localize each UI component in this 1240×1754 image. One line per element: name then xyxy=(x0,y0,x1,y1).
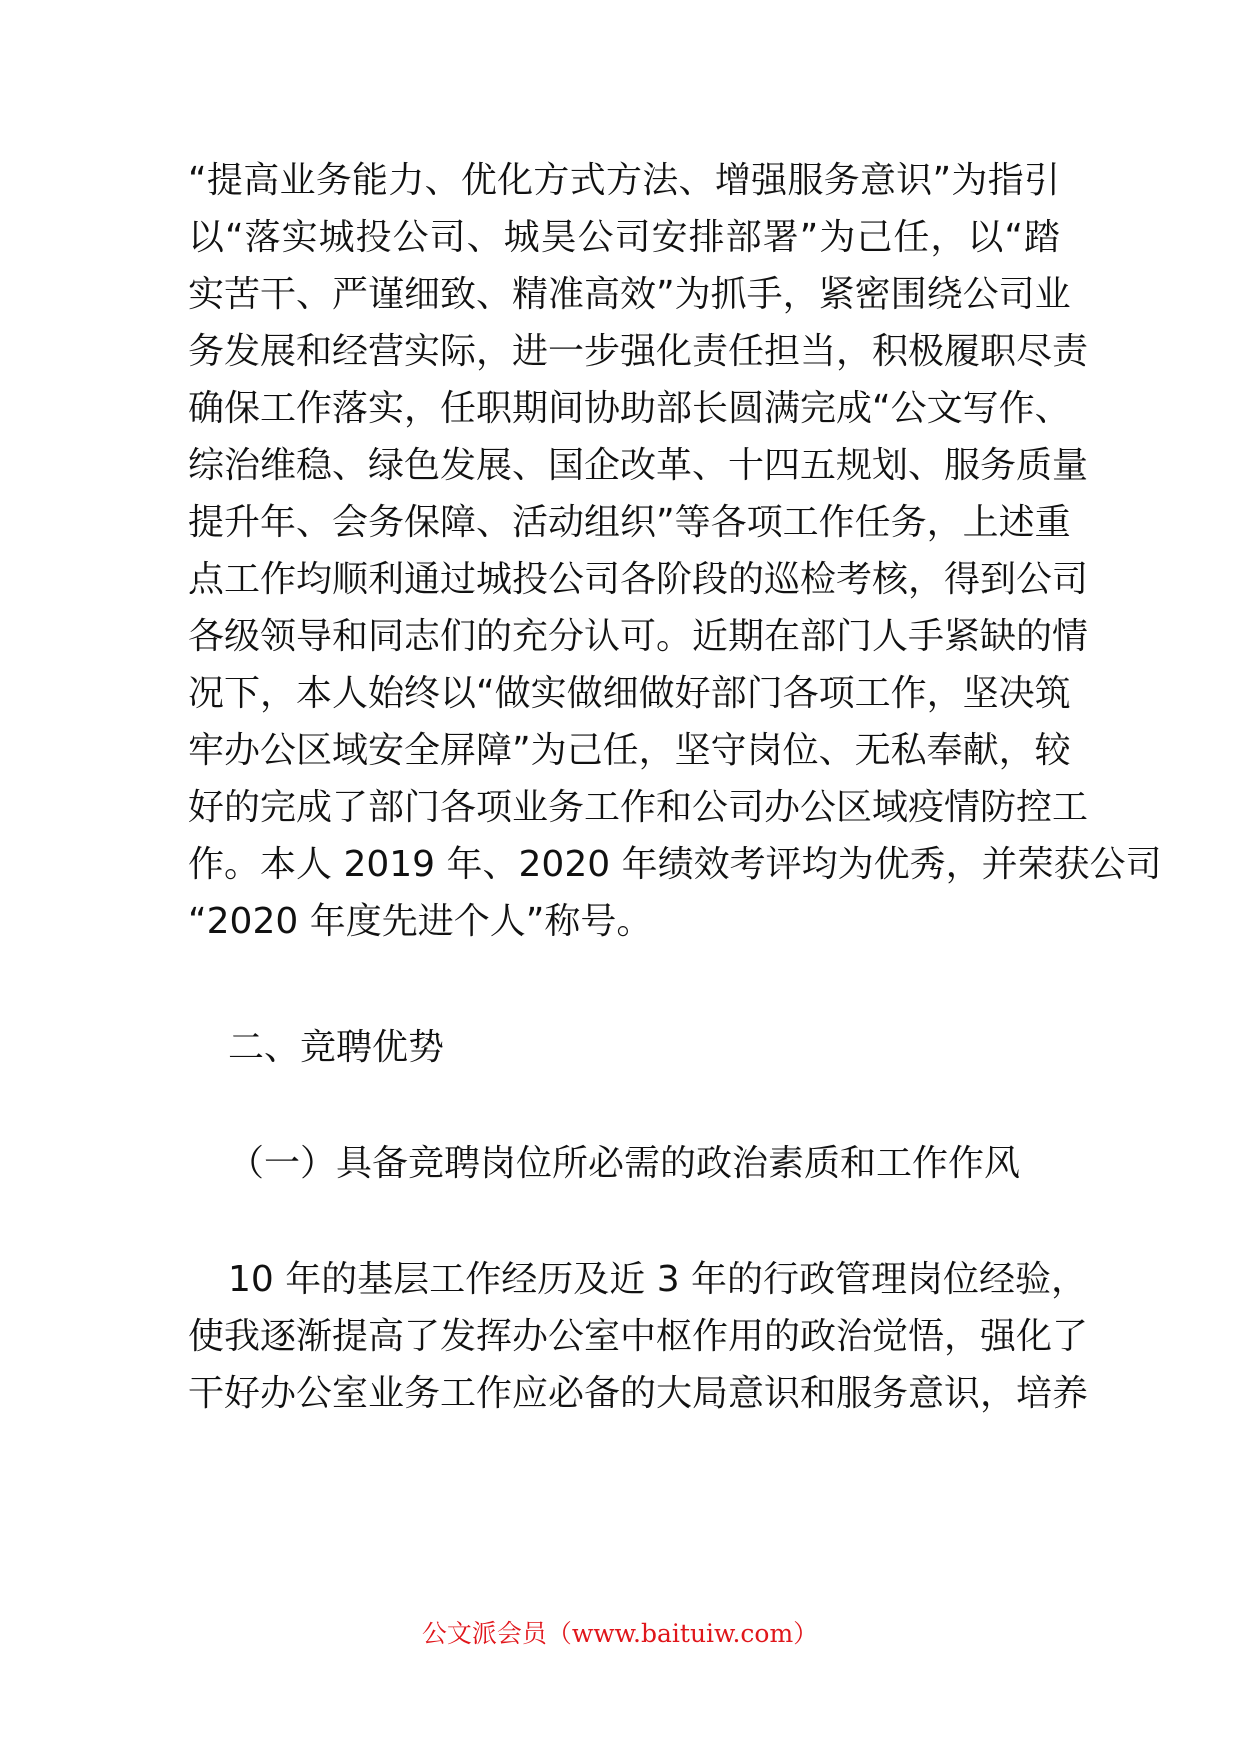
paragraph-1-line: 务发展和经营实际，进一步强化责任担当，积极履职尽责 xyxy=(188,331,1089,372)
paragraph-1-line: 点工作均顺利通过城投公司各阶段的巡检考核，得到公司 xyxy=(188,559,1089,600)
footer-watermark: 公文派会员（www.baituiw.com） xyxy=(421,1619,819,1648)
paragraph-1-line: 以“落实城投公司、城昊公司安排部署”为己任，以“踏 xyxy=(188,217,1060,258)
paragraph-1-line: 提升年、会务保障、活动组织”等各项工作任务，上述重 xyxy=(188,502,1071,543)
paragraph-1-line: 各级领导和同志们的充分认可。近期在部门人手紧缺的情 xyxy=(188,616,1089,657)
paragraph-1-line: 确保工作落实，任职期间协助部长圆满完成“公文写作、 xyxy=(188,388,1071,429)
subsection-heading: （一）具备竞聘岗位所必需的政治素质和工作作风 xyxy=(228,1143,1021,1184)
paragraph-1-line: 况下，本人始终以“做实做细做好部门各项工作，坚决筑 xyxy=(188,673,1071,714)
paragraph-1-line: 好的完成了部门各项业务工作和公司办公区域疫情防控工 xyxy=(188,787,1089,828)
paragraph-2-line: 干好办公室业务工作应必备的大局意识和服务意识，培养 xyxy=(188,1373,1089,1414)
paragraph-1-line: “提高业务能力、优化方式方法、增强服务意识”为指引 xyxy=(188,160,1060,201)
paragraph-1-line: 作。本人 2019 年、2020 年绩效考评均为优秀，并荣获公司 xyxy=(188,844,1162,885)
paragraph-2-line: 10 年的基层工作经历及近 3 年的行政管理岗位经验， xyxy=(228,1259,1088,1300)
paragraph-2-line: 使我逐渐提高了发挥办公室中枢作用的政治觉悟，强化了 xyxy=(188,1316,1089,1357)
paragraph-1-line: “2020 年度先进个人”称号。 xyxy=(188,901,653,942)
section-heading: 二、竞聘优势 xyxy=(228,1027,445,1068)
paragraph-1-line: 牢办公区域安全屏障”为己任，坚守岗位、无私奉献，较 xyxy=(188,730,1071,771)
paragraph-1-line: 实苦干、严谨细致、精准高效”为抓手，紧密围绕公司业 xyxy=(188,274,1071,315)
paragraph-1-line: 综治维稳、绿色发展、国企改革、十四五规划、服务质量 xyxy=(188,445,1089,486)
